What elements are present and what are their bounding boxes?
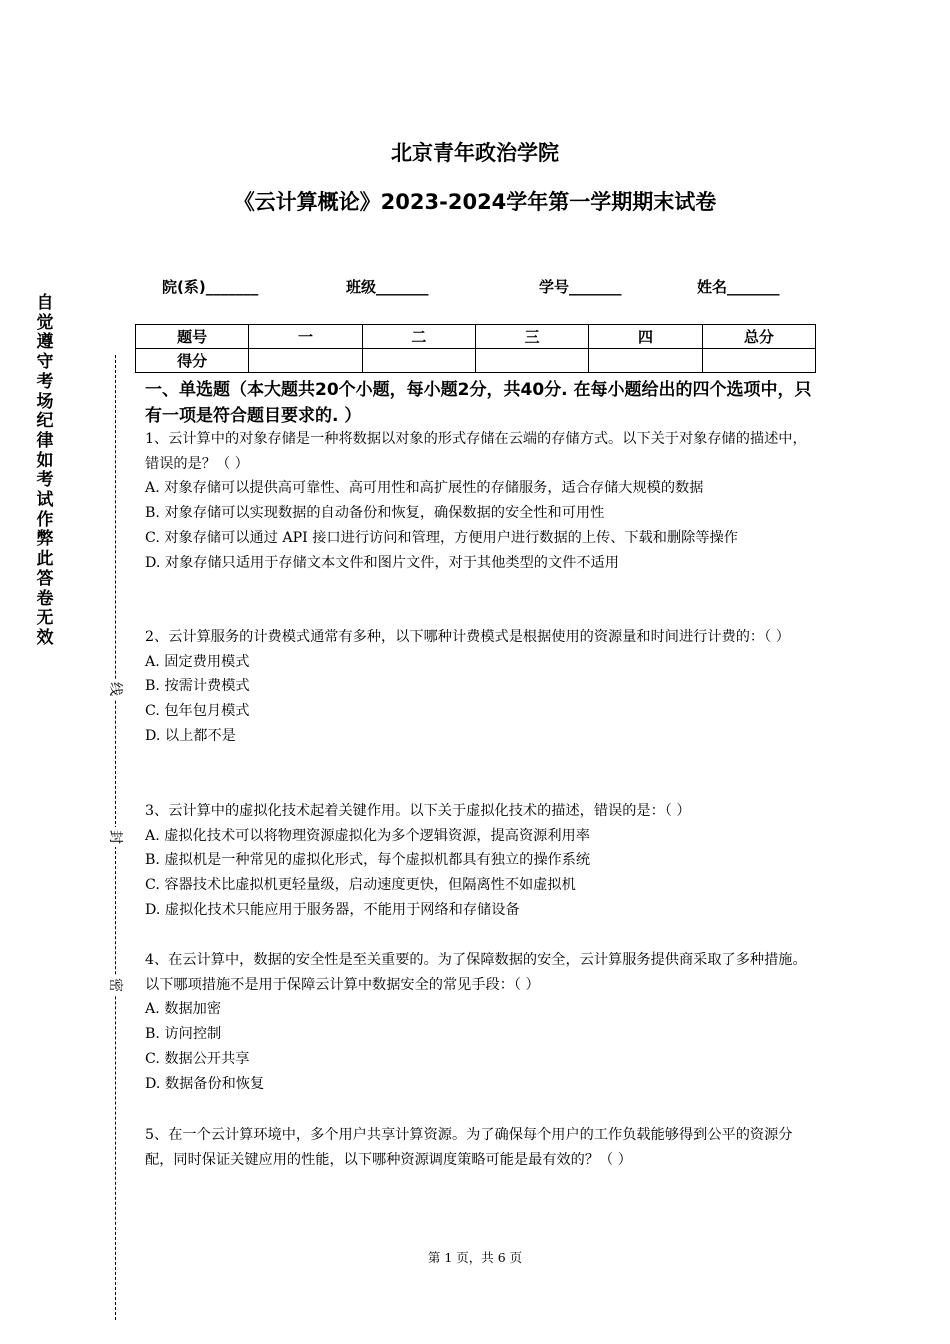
score-table <box>135 324 816 373</box>
score-cell <box>702 349 815 373</box>
option: C. 包年包月模式 <box>145 703 250 720</box>
question-stem: 1、云计算中的对象存储是一种将数据以对象的形式存储在云端的存储方式。以下关于对象存储的描述中，错误的是？（ ） <box>145 431 807 472</box>
question-1 <box>145 427 817 575</box>
option: B. 按需计费模式 <box>145 678 250 695</box>
question-stem: 3、云计算中的虚拟化技术起着关键作用。以下关于虚拟化技术的描述，错误的是：（ ） <box>145 803 691 819</box>
option: B. 对象存储可以实现数据的自动备份和恢复，确保数据的安全性和可用性 <box>145 505 605 522</box>
score-table-score-row <box>136 349 816 373</box>
class-field: 班级_______ <box>346 278 429 296</box>
section-heading: 一、单选题（本大题共20个小题，每小题2分，共40分. 在每小题给出的四个选项中，只有一项是符合题目要求的. ） <box>145 380 812 426</box>
option: C. 对象存储可以通过 API 接口进行访问和管理，方便用户进行数据的上传、下载和删除等操作 <box>145 529 738 546</box>
seal-char-seal: 封 <box>104 827 126 847</box>
option: D. 对象存储只适用于存储文本文件和图片文件，对于其他类型的文件不适用 <box>145 554 619 571</box>
question-5 <box>145 1123 817 1172</box>
score-table-col-total: 总分 <box>702 325 815 349</box>
page-number: 第 1 页，共 6 页 <box>427 1250 523 1265</box>
question-3 <box>145 799 817 923</box>
seal-char-secret: 密 <box>104 975 126 995</box>
option: A. 数据加密 <box>145 1001 222 1018</box>
score-table-score-label: 得分 <box>136 349 249 373</box>
name-field: 姓名_______ <box>697 278 780 296</box>
exam-discipline-warning: 自觉遵守考场纪律如考试作弊此答卷无效 <box>36 293 54 648</box>
question-stem: 5、在一个云计算环境中，多个用户共享计算资源。为了确保每个用户的工作负载能够得到公平的资源分配，同时保证关键应用的性能，以下哪种资源调度策略可能是最有效的？（ ） <box>145 1127 793 1168</box>
option: A. 虚拟化技术可以将物理资源虚拟化为多个逻辑资源，提高资源利用率 <box>145 827 590 844</box>
score-cell <box>589 349 702 373</box>
score-cell <box>475 349 588 373</box>
option: D. 数据备份和恢复 <box>145 1075 265 1092</box>
question-4 <box>145 948 817 1096</box>
option: B. 虚拟机是一种常见的虚拟化形式，每个虚拟机都具有独立的操作系统 <box>145 852 591 869</box>
question-stem: 4、在云计算中，数据的安全性是至关重要的。为了保障数据的安全，云计算服务提供商采取了多种措施。以下哪项措施不是用于保障云计算中数据安全的常见手段：（ ） <box>145 952 807 993</box>
institution-title: 北京青年政治学院 <box>391 141 559 165</box>
option: C. 容器技术比虚拟机更轻量级，启动速度更快，但隔离性不如虚拟机 <box>145 877 576 894</box>
seal-char-line: 线 <box>104 679 126 699</box>
score-table-col-2: 二 <box>362 325 475 349</box>
option: B. 访问控制 <box>145 1026 222 1043</box>
score-table-col-4: 四 <box>589 325 702 349</box>
score-table-col-1: 一 <box>249 325 362 349</box>
score-table-header-row <box>136 325 816 349</box>
option: A. 对象存储可以提供高可靠性、高可用性和高扩展性的存储服务，适合存储大规模的数据 <box>145 480 704 497</box>
option: D. 以上都不是 <box>145 727 236 744</box>
option: D. 虚拟化技术只能应用于服务器，不能用于网络和存储设备 <box>145 901 520 918</box>
score-cell <box>362 349 475 373</box>
score-table-row-header: 题号 <box>136 325 249 349</box>
score-cell <box>249 349 362 373</box>
department-field: 院(系)_______ <box>162 278 259 296</box>
score-table-col-3: 三 <box>475 325 588 349</box>
question-2 <box>145 625 817 749</box>
option: C. 数据公开共享 <box>145 1050 250 1067</box>
exam-title: 《云计算概论》2023-2024学年第一学期期末试卷 <box>233 190 717 214</box>
question-stem: 2、云计算服务的计费模式通常有多种，以下哪种计费模式是根据使用的资源量和时间进行计费的：（ ） <box>145 629 790 645</box>
option: A. 固定费用模式 <box>145 653 250 670</box>
student-id-field: 学号_______ <box>539 278 622 296</box>
